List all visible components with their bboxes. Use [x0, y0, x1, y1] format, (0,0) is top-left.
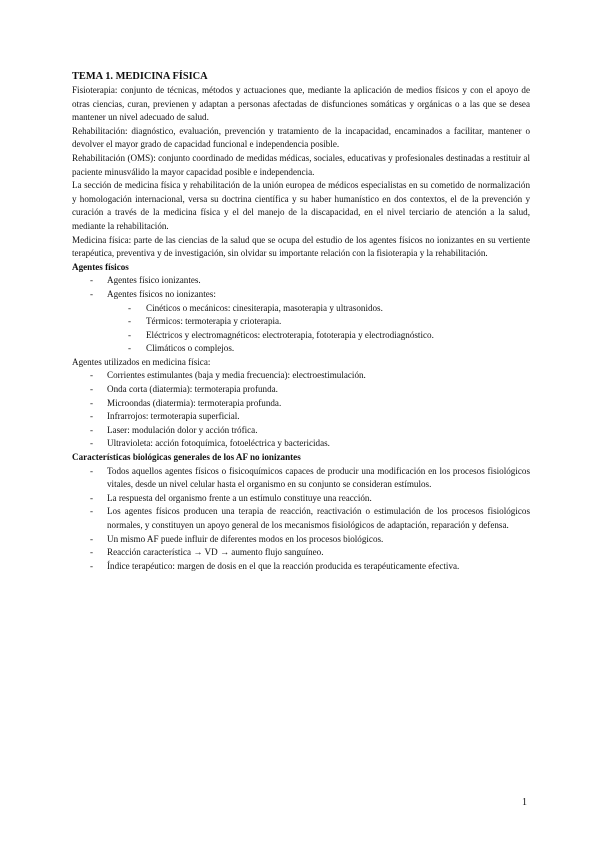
list-item: - Un mismo AF puede influir de diferentes modos en los procesos biológicos.	[72, 533, 530, 547]
list-item: - Microondas (diatermia): termoterapia profunda.	[72, 397, 530, 411]
list-item: - Todos aquellos agentes físicos o fisicoquímicos capaces de producir una modificación en los procesos fisiológicos vitales, desde un nivel celular hasta el organismo en su conjunto se consideran estímulos.	[72, 465, 530, 492]
list-item: - Infrarrojos: termoterapia superficial.	[72, 410, 530, 424]
list-item: - Térmicos: termoterapia y crioterapia.	[72, 315, 530, 329]
list-item: - Reacción característica → VD → aumento flujo sanguíneo.	[72, 546, 530, 560]
page-number: 1	[522, 797, 527, 808]
list-agentes-fisicos	[72, 274, 530, 301]
list-item: - Climáticos o complejos.	[72, 342, 530, 356]
heading-agentes-fisicos: Agentes físicos	[72, 261, 129, 272]
list-agentes-utilizados	[72, 369, 530, 451]
list-item: - Onda corta (diatermia): termoterapia profunda.	[72, 383, 530, 397]
paragraph-medicina-fisica: Medicina física: parte de las ciencias de la salud que se ocupa del estudio de los agentes físicos no ionizantes en su vertiente terapéutica, preventiva y de investigación, sin olvidar su importante relación con la fisioterapia y la rehabilitación.	[72, 234, 530, 259]
list-item: - Eléctricos y electromagnéticos: electroterapia, fototerapia y electrodiagnóstico.	[72, 329, 530, 343]
paragraph-seccion-medicina-fisica: La sección de medicina física y rehabilitación de la unión europea de médicos especialistas en su cometido de normalización y homologación internacional, versa su doctrina científica y su haber humanístico en dos contextos, el de la prevención y curación a través de la medicina física y el del manejo de la discapacidad, en el nivel terciario de atención a la salud, mediante la rehabilitación.	[72, 180, 530, 231]
list-item: - Índice terapéutico: margen de dosis en el que la reacción producida es terapéuticamente efectiva.	[72, 560, 530, 574]
list-no-ionizantes	[72, 302, 530, 356]
document-page	[72, 70, 530, 573]
list-item: - Ultravioleta: acción fotoquímica, fotoeléctrica y bactericidas.	[72, 437, 530, 451]
page-title: TEMA 1. MEDICINA FÍSICA	[72, 71, 208, 82]
list-caracteristicas	[72, 465, 530, 574]
heading-caracteristicas: Características biológicas generales de los AF no ionizantes	[72, 452, 301, 463]
list-item: - La respuesta del organismo frente a un estímulo constituye una reacción.	[72, 492, 530, 506]
heading-agentes-utilizados: Agentes utilizados en medicina física:	[72, 356, 211, 367]
paragraph-fisioterapia: Fisioterapia: conjunto de técnicas, métodos y actuaciones que, mediante la aplicación de medios físicos y con el apoyo de otras ciencias, curan, previenen y adaptan a personas afectadas de disfunciones somáticas y orgánicas o a las que se desea mantener un nivel adecuado de salud.	[72, 85, 530, 123]
list-item: - Cinéticos o mecánicos: cinesiterapia, masoterapia y ultrasonidos.	[72, 302, 530, 316]
list-item: - Laser: modulación dolor y acción trófica.	[72, 424, 530, 438]
paragraph-rehabilitacion-oms: Rehabilitación (OMS): conjunto coordinado de medidas médicas, sociales, educativas y profesionales destinadas a restituir al paciente minusválido la mayor capacidad posible e independencia.	[72, 152, 530, 177]
list-item: - Los agentes físicos producen una terapia de reacción, reactivación o estimulación de los procesos fisiológicos normales, y constituyen un apoyo general de los mecanismos fisiológicos de adaptación, reparación y defensa.	[72, 505, 530, 532]
list-item: - Agentes físico ionizantes.	[72, 274, 530, 288]
list-item: - Corrientes estimulantes (baja y media frecuencia): electroestimulación.	[72, 369, 530, 383]
paragraph-rehabilitacion: Rehabilitación: diagnóstico, evaluación, prevención y tratamiento de la incapacidad, encaminados a facilitar, mantener o devolver el mayor grado de capacidad funcional e independencia posible.	[72, 125, 530, 150]
list-item: - Agentes físicos no ionizantes:	[72, 288, 530, 302]
